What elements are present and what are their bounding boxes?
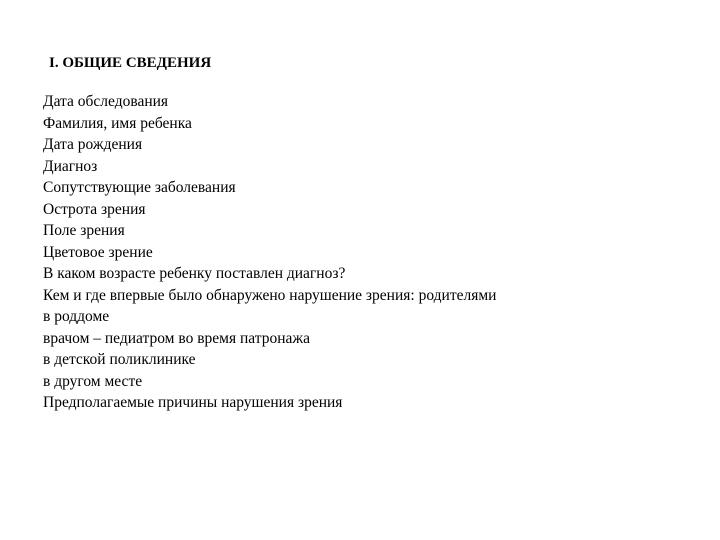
line-other-place: в другом месте: [43, 372, 143, 390]
line-color-vision: Цветовое зрение: [43, 243, 153, 261]
line-pediatrician: врачом – педиатром во время патронажа: [43, 329, 310, 347]
line-diagnosis-age: В каком возрасте ребенку поставлен диагноз?: [43, 265, 346, 282]
line-child-name: Фамилия, имя ребенка: [43, 114, 192, 132]
section-title: I. ОБЩИЕ СВЕДЕНИЯ: [49, 55, 212, 71]
line-first-detected: Кем и где впервые было обнаружено нарушение зрения: родителями: [43, 286, 497, 304]
line-diagnosis: Диагноз: [43, 157, 98, 175]
line-visual-field: Поле зрения: [43, 222, 125, 239]
line-comorbidities: Сопутствующие заболевания: [43, 179, 236, 196]
line-presumed-causes: Предполагаемые причины нарушения зрения: [43, 394, 343, 411]
line-children-clinic: в детской поликлинике: [43, 351, 196, 368]
line-visual-acuity: Острота зрения: [43, 200, 146, 218]
line-exam-date: Дата обследования: [43, 93, 169, 110]
line-maternity-hospital: в роддоме: [43, 308, 110, 325]
info-lines-list: [43, 91, 496, 414]
line-birth-date: Дата рождения: [43, 136, 143, 153]
